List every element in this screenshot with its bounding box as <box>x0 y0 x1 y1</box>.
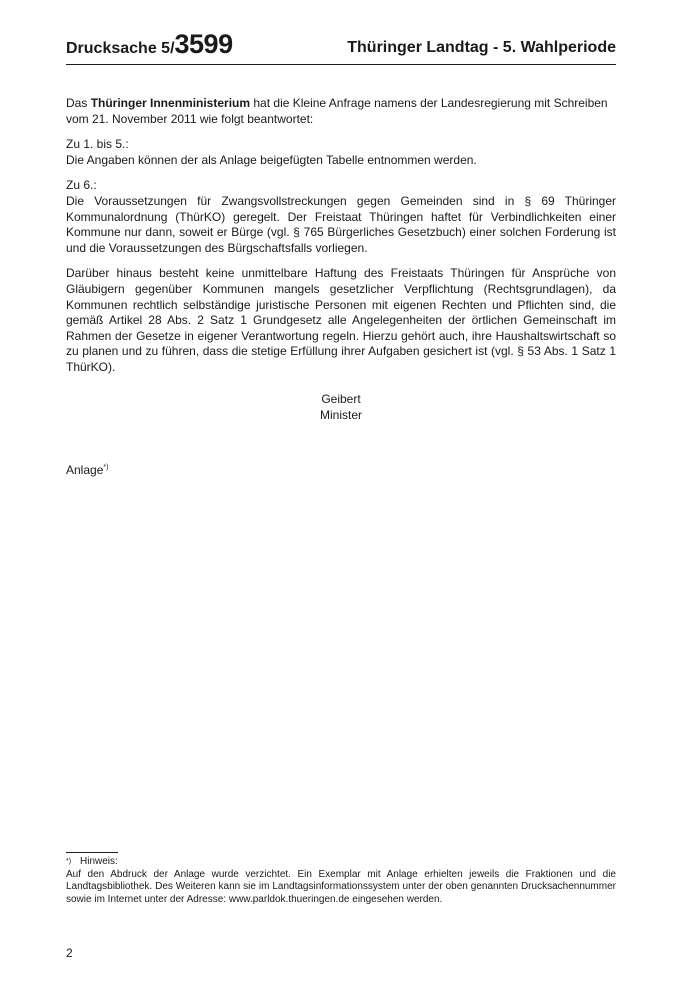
page-number: 2 <box>66 946 73 960</box>
annex-label: Anlage <box>66 463 104 477</box>
page-header <box>66 30 616 66</box>
liability-paragraph: Darüber hinaus besteht keine unmittelbare Haftung des Freistaats Thüringen für Ansprüche von Gläubigern gegenüber Kommunen mangels gesetzlicher Verpflichtung (Rechtsgrundlagen), da Kommunen rechtlich selbständige juristische Personen mit eigenen Rechten und Pflichten sind, die gemäß Artikel 28 Abs. 2 Satz 1 Grundgesetz alle Angelegenheiten der örtlichen Gemeinschaft im Rahmen der Gesetze in eigener Verantwortung regeln. Hierzu gehört auch, ihre Haushaltswirtschaft so zu planen und zu führen, dass die stetige Erfüllung ihrer Aufgaben gesichert ist (vgl. § 53 Abs. 1 Satz 1 ThürKO). <box>66 266 616 374</box>
intro-paragraph <box>66 96 616 127</box>
footnote-divider <box>66 852 118 853</box>
signatory-title: Minister <box>319 407 362 422</box>
intro-text-start: Das <box>66 96 91 110</box>
footnote-marker: *) <box>66 858 72 865</box>
ministry-name: Thüringer Innenministerium <box>90 96 251 110</box>
document-prefix: Drucksache 5/ <box>66 40 175 57</box>
annex-footnote-marker: *) <box>103 464 109 471</box>
document-number-value: 3599 <box>174 29 233 59</box>
answer-1-5 <box>66 137 616 168</box>
answer-6 <box>66 178 616 256</box>
answer-1-5-text: Die Angaben können der als Anlage beigefügten Tabelle entnommen werden. <box>66 152 477 167</box>
intro-text-end: hat die Kleine Anfrage namens der Landesregierung mit Schreiben vom 21. November 2011 wie folgt beantwortet: <box>66 96 608 126</box>
answer-6-text: Die Voraussetzungen für Zwangsvollstreckungen gegen Gemeinden sind in § 69 Thüringer Kommunalordnung (ThürKO) geregelt. Der Freistaat Thüringen haftet für Verbindlichkeiten einer Kommune nur dann, soweit er Bürge (vgl. § 765 Bürgerliches Gesetzbuch) einer solchen Forderung ist und die Voraussetzungen des Bürgschaftsfalls vorliegen. <box>66 193 616 255</box>
document-number <box>66 29 233 60</box>
signatory-name: Geibert <box>321 392 361 406</box>
footnote-header <box>66 856 616 869</box>
footnote <box>66 856 616 906</box>
footnote-text: Auf den Abdruck der Anlage wurde verzichtet. Ein Exemplar mit Anlage erhielten jeweils die Fraktionen und die Landtagsbibliothek. Des Weiteren kann sie im Landtagsinformationssystem unter der oben genannten Drucksachennummer sowie im Internet unter der Adresse: www.parldok.thueringen.de eingesehen werden. <box>66 868 616 905</box>
annex-reference <box>66 463 108 479</box>
answer-6-heading: Zu 6.: <box>66 178 97 193</box>
signature-block <box>66 392 616 423</box>
document-body <box>66 96 616 386</box>
answer-1-5-heading: Zu 1. bis 5.: <box>66 137 129 152</box>
parliament-title: Thüringer Landtag - 5. Wahlperiode <box>347 39 616 56</box>
header-divider <box>66 64 616 65</box>
footnote-heading: Hinweis: <box>80 856 118 867</box>
